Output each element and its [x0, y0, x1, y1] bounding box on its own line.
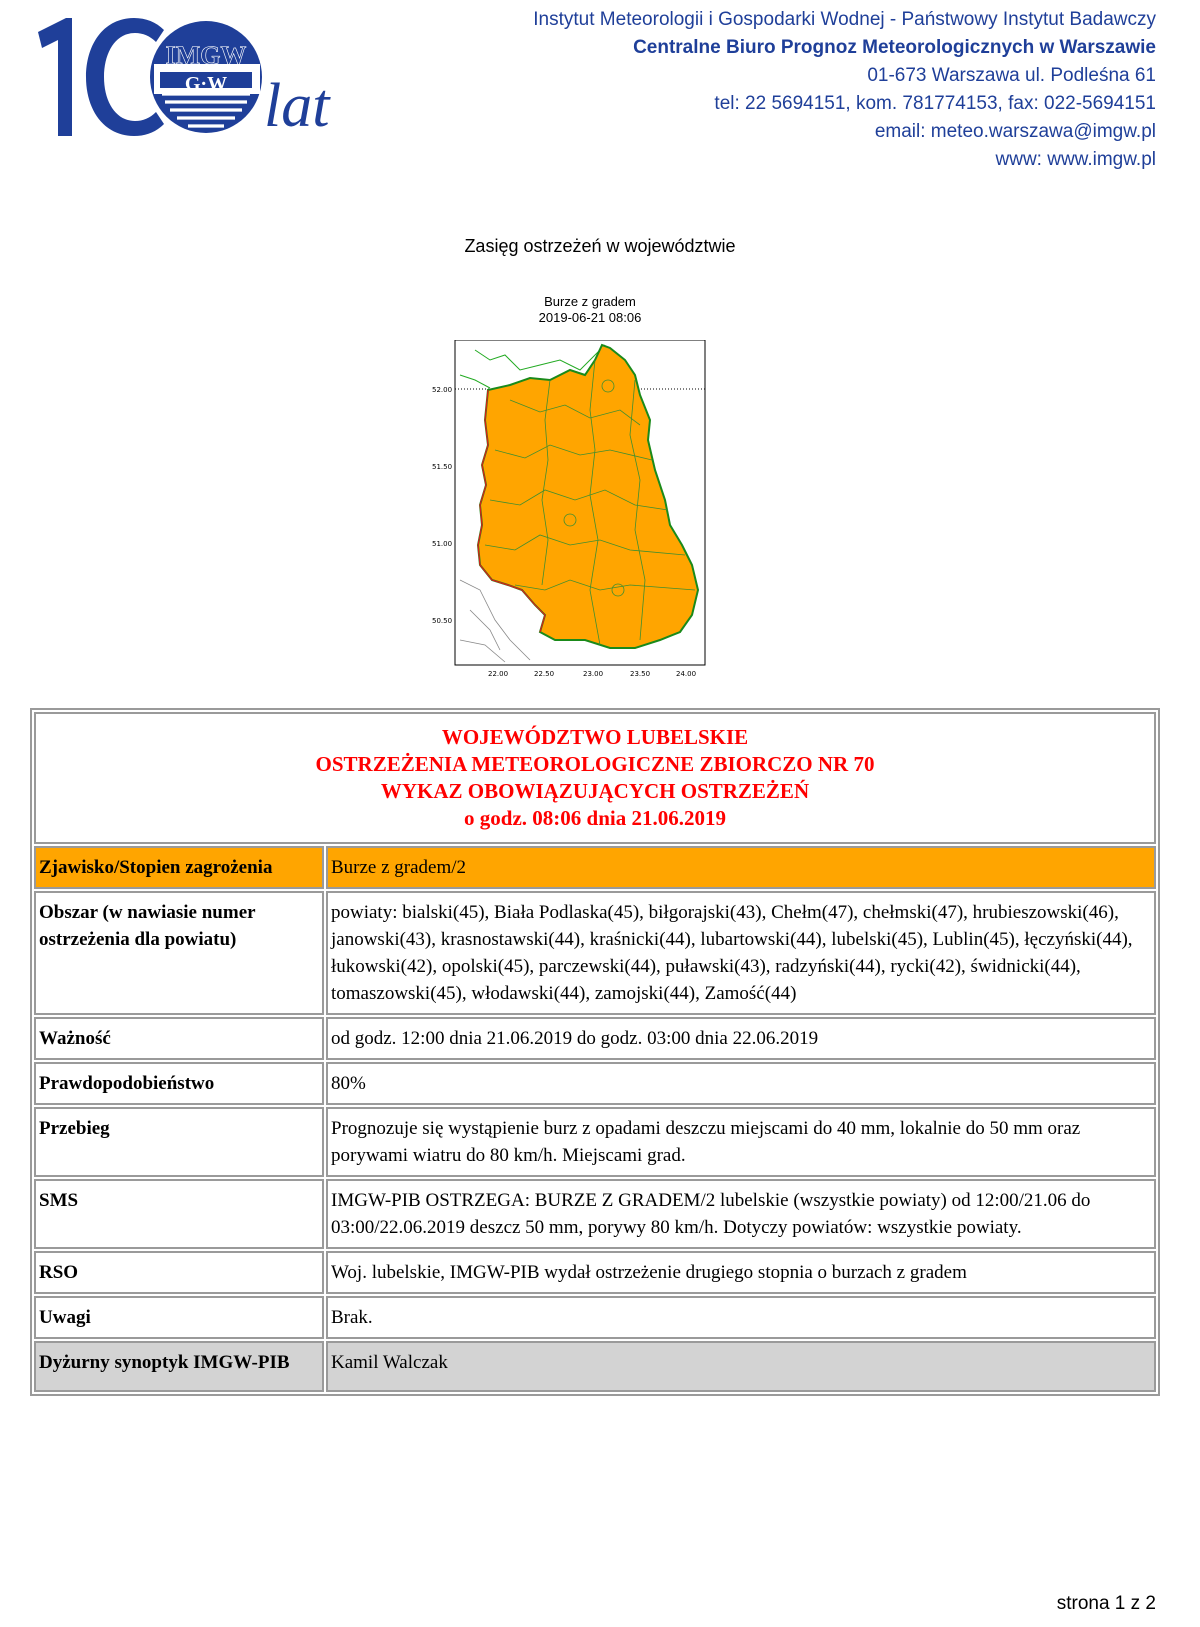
- row-label: Obszar (w nawiasie numer ostrzeżenia dla powiatu): [34, 891, 324, 1015]
- row-value: Prognozuje się wystąpienie burz z opadami deszczu miejscami do 40 mm, lokalnie do 50 mm oraz porywami wiatru do 80 km/h. Miejscami grad.: [326, 1107, 1156, 1177]
- table-row: [34, 1107, 1156, 1177]
- row-label: RSO: [34, 1251, 324, 1294]
- table-row: [34, 1017, 1156, 1060]
- y-tick: 51.50: [432, 463, 453, 471]
- x-tick: 23.00: [583, 670, 604, 678]
- header-line: o godz. 08:06 dnia 21.06.2019: [464, 806, 726, 830]
- imgw-100-lat-logo: [36, 14, 346, 144]
- row-label: Ważność: [34, 1017, 324, 1060]
- phone: tel: 22 5694151, kom. 781774153, fax: 022-5694151: [714, 93, 1156, 114]
- row-value: Kamil Walczak: [326, 1341, 1156, 1392]
- institute-name: Instytut Meteorologii i Gospodarki Wodnej - Państwowy Instytut Badawczy: [533, 9, 1156, 30]
- table-row: [34, 891, 1156, 1015]
- row-label: Zjawisko/Stopien zagrożenia: [34, 846, 324, 889]
- page-subtitle: Zasięg ostrzeżeń w województwie: [464, 236, 736, 256]
- bureau-name: Centralne Biuro Prognoz Meteorologicznych w Warszawie: [633, 37, 1156, 58]
- y-tick: 51.00: [432, 540, 453, 548]
- header-line: WOJEWÓDZTWO LUBELSKIE: [441, 725, 749, 749]
- x-tick: 24.00: [676, 670, 697, 678]
- table-row: [34, 1179, 1156, 1249]
- table-header: [34, 712, 1156, 844]
- header-line: OSTRZEŻENIA METEOROLOGICZNE ZBIORCZO NR 70: [315, 752, 875, 776]
- y-tick: 52.00: [432, 386, 453, 394]
- website[interactable]: www: www.imgw.pl: [995, 149, 1156, 170]
- svg-text:IMGW: IMGW: [165, 41, 247, 70]
- row-value: Woj. lubelskie, IMGW-PIB wydał ostrzeżenie drugiego stopnia o burzach z gradem: [326, 1251, 1156, 1294]
- header-line: WYKAZ OBOWIĄZUJĄCYCH OSTRZEŻEŃ: [380, 779, 810, 803]
- email[interactable]: email: meteo.warszawa@imgw.pl: [874, 121, 1156, 142]
- row-label: SMS: [34, 1179, 324, 1249]
- svg-text:lat: lat: [264, 72, 330, 140]
- table-row: [34, 1341, 1156, 1392]
- svg-text:G·W: G·W: [184, 73, 228, 95]
- table-row: [34, 846, 1156, 889]
- row-value: Brak.: [326, 1296, 1156, 1339]
- x-tick: 23.50: [630, 670, 651, 678]
- map-datetime: 2019-06-21 08:06: [538, 310, 642, 325]
- row-value: od godz. 12:00 dnia 21.06.2019 do godz. 03:00 dnia 22.06.2019: [326, 1017, 1156, 1060]
- table-row: [34, 1251, 1156, 1294]
- page-number: strona 1 z 2: [1056, 1593, 1156, 1614]
- x-tick: 22.00: [488, 670, 509, 678]
- warning-table: [30, 708, 1160, 1396]
- row-label: Prawdopodobieństwo: [34, 1062, 324, 1105]
- table-header-row: [34, 712, 1156, 844]
- map-caption: [490, 294, 690, 326]
- row-value: powiaty: bialski(45), Biała Podlaska(45), biłgorajski(43), Chełm(47), chełmski(47), hrubieszowski(46), janowski(43), krasnostawski(44), kraśnicki(44), lubartowski(44), lubelski(45), Lublin(45), łęczyński(44), łukowski(42), opolski(45), parczewski(44), puławski(43), radzyński(44), rycki(42), świdnicki(44), tomaszowski(45), włodawski(44), zamojski(44), Zamość(44): [326, 891, 1156, 1015]
- x-tick: 22.50: [534, 670, 555, 678]
- row-label: Dyżurny synoptyk IMGW-PIB: [34, 1341, 324, 1392]
- y-tick: 50.50: [432, 617, 453, 625]
- address: 01-673 Warszawa ul. Podleśna 61: [867, 65, 1156, 86]
- map-title: Burze z gradem: [544, 294, 636, 309]
- row-label: Uwagi: [34, 1296, 324, 1339]
- table-row: [34, 1062, 1156, 1105]
- row-value: 80%: [326, 1062, 1156, 1105]
- table-row: [34, 1296, 1156, 1339]
- row-value: Burze z gradem/2: [326, 846, 1156, 889]
- institute-header: [533, 6, 1156, 174]
- warning-map: [430, 340, 750, 700]
- row-label: Przebieg: [34, 1107, 324, 1177]
- row-value: IMGW-PIB OSTRZEGA: BURZE Z GRADEM/2 lubelskie (wszystkie powiaty) od 12:00/21.06 do 03:00/22.06.2019 deszcz 50 mm, porywy 80 km/h. Dotyczy powiatów: wszystkie powiaty.: [326, 1179, 1156, 1249]
